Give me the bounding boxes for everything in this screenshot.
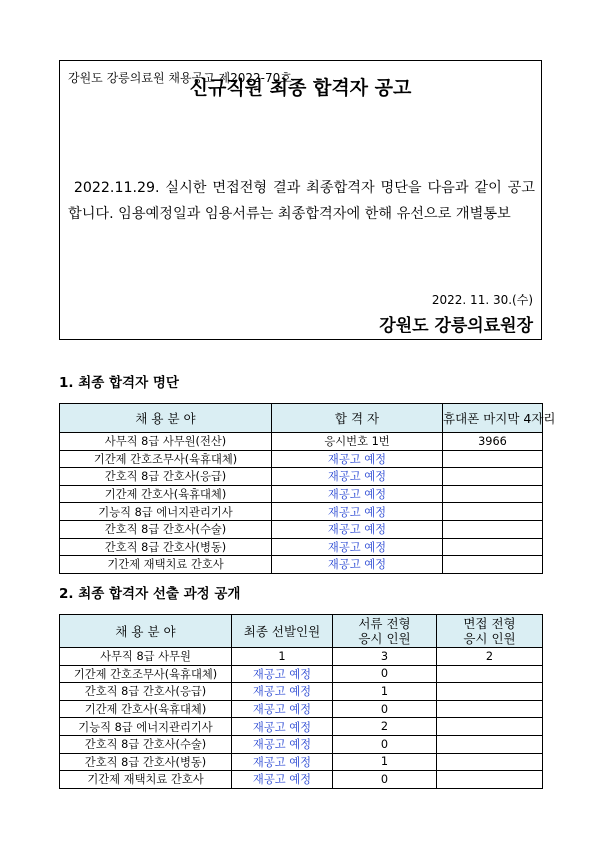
table-cell: 간호직 8급 간호사(수술) <box>60 735 232 753</box>
selection-process-table <box>59 614 543 789</box>
table-cell: 사무직 8급 사무원 <box>60 648 232 666</box>
finalists-table <box>59 403 556 574</box>
table-cell: 재공고 예정 <box>232 735 333 753</box>
table-cell: 재공고 예정 <box>232 771 333 789</box>
table-row <box>60 520 543 538</box>
table-header-row <box>60 404 543 433</box>
table-cell <box>437 753 543 771</box>
section1-heading: 1. 최종 합격자 명단 <box>59 375 179 391</box>
table-cell <box>437 771 543 789</box>
table-cell: 3966 <box>443 433 543 451</box>
table-cell: 재공고 예정 <box>272 450 443 468</box>
table-cell: 기간제 간호사(육휴대체) <box>60 485 272 503</box>
table-cell: 재공고 예정 <box>272 556 443 574</box>
table-row <box>60 450 543 468</box>
column-header: 휴대폰 마지막 4자리 <box>443 404 543 433</box>
table-cell <box>443 468 543 486</box>
table-cell: 1 <box>333 683 437 701</box>
table-row <box>60 485 543 503</box>
table-cell <box>437 665 543 683</box>
table-cell: 0 <box>333 771 437 789</box>
table-cell: 재공고 예정 <box>272 520 443 538</box>
table-cell: 응시번호 1번 <box>272 433 443 451</box>
column-header: 채 용 분 야 <box>60 404 272 433</box>
notice-body <box>68 175 535 227</box>
table-cell: 1 <box>232 648 333 666</box>
table-row <box>60 683 543 701</box>
table-cell: 기간제 간호사(육휴대체) <box>60 700 232 718</box>
table-cell: 기간제 재택치료 간호사 <box>60 556 272 574</box>
table-cell: 0 <box>333 700 437 718</box>
table-cell: 재공고 예정 <box>232 718 333 736</box>
table-cell <box>443 556 543 574</box>
notice-number: 강원도 강릉의료원 채용공고 제2022-70호 <box>68 71 292 85</box>
table-cell: 1 <box>333 753 437 771</box>
table-cell: 기간제 간호조무사(육휴대체) <box>60 665 232 683</box>
table-cell: 재공고 예정 <box>232 683 333 701</box>
column-header: 서류 전형 응시 인원 <box>333 615 437 648</box>
table-cell <box>443 520 543 538</box>
table-cell: 간호직 8급 간호사(응급) <box>60 683 232 701</box>
table-cell: 기능직 8급 에너지관리기사 <box>60 503 272 521</box>
notice-title: 신규직원 최종 합격자 공고 <box>189 77 412 99</box>
table-cell: 재공고 예정 <box>232 753 333 771</box>
table-cell <box>437 700 543 718</box>
table-cell: 재공고 예정 <box>272 485 443 503</box>
column-header: 면접 전형 응시 인원 <box>437 615 543 648</box>
column-header: 최종 선발인원 <box>232 615 333 648</box>
notice-organization: 강원도 강릉의료원장 <box>379 316 533 336</box>
table-row <box>60 735 543 753</box>
table-cell: 재공고 예정 <box>272 503 443 521</box>
table-header-row <box>60 615 543 648</box>
table-cell: 기능직 8급 에너지관리기사 <box>60 718 232 736</box>
table-cell: 2 <box>333 718 437 736</box>
table-cell: 기간제 간호조무사(육휴대체) <box>60 450 272 468</box>
table-row <box>60 753 543 771</box>
table-row <box>60 718 543 736</box>
table-row <box>60 700 543 718</box>
table-cell <box>437 718 543 736</box>
table-row <box>60 556 543 574</box>
table-cell <box>437 735 543 753</box>
table-cell: 0 <box>333 735 437 753</box>
section2-heading: 2. 최종 합격자 선출 과정 공개 <box>59 586 241 602</box>
table-cell: 간호직 8급 간호사(수술) <box>60 520 272 538</box>
table-cell: 기간제 재택치료 간호사 <box>60 771 232 789</box>
table-cell: 간호직 8급 간호사(응급) <box>60 468 272 486</box>
table-cell: 2 <box>437 648 543 666</box>
table-row <box>60 538 543 556</box>
table-cell <box>443 450 543 468</box>
notice-box <box>59 60 542 340</box>
table-row <box>60 468 543 486</box>
table-cell <box>443 485 543 503</box>
notice-body-text: 2022.11.29. 실시한 면접전형 결과 최종합격자 명단을 다음과 같이 공고합니다. 임용예정일과 임용서류는 최종합격자에 한해 유선으로 개별통보 <box>68 180 536 222</box>
table-row <box>60 771 543 789</box>
table-cell: 재공고 예정 <box>232 665 333 683</box>
table-cell: 간호직 8급 간호사(병동) <box>60 753 232 771</box>
table-row <box>60 433 543 451</box>
table-cell: 3 <box>333 648 437 666</box>
table-cell <box>437 683 543 701</box>
column-header: 합 격 자 <box>272 404 443 433</box>
table-cell <box>443 538 543 556</box>
table-cell <box>443 503 543 521</box>
table-row <box>60 503 543 521</box>
column-header: 채 용 분 야 <box>60 615 232 648</box>
table-cell: 0 <box>333 665 437 683</box>
notice-date: 2022. 11. 30.(수) <box>431 293 533 307</box>
table-cell: 재공고 예정 <box>272 538 443 556</box>
table-row <box>60 665 543 683</box>
table-cell: 재공고 예정 <box>272 468 443 486</box>
table-cell: 재공고 예정 <box>232 700 333 718</box>
table-cell: 간호직 8급 간호사(병동) <box>60 538 272 556</box>
table-cell: 사무직 8급 사무원(전산) <box>60 433 272 451</box>
table-row <box>60 648 543 666</box>
